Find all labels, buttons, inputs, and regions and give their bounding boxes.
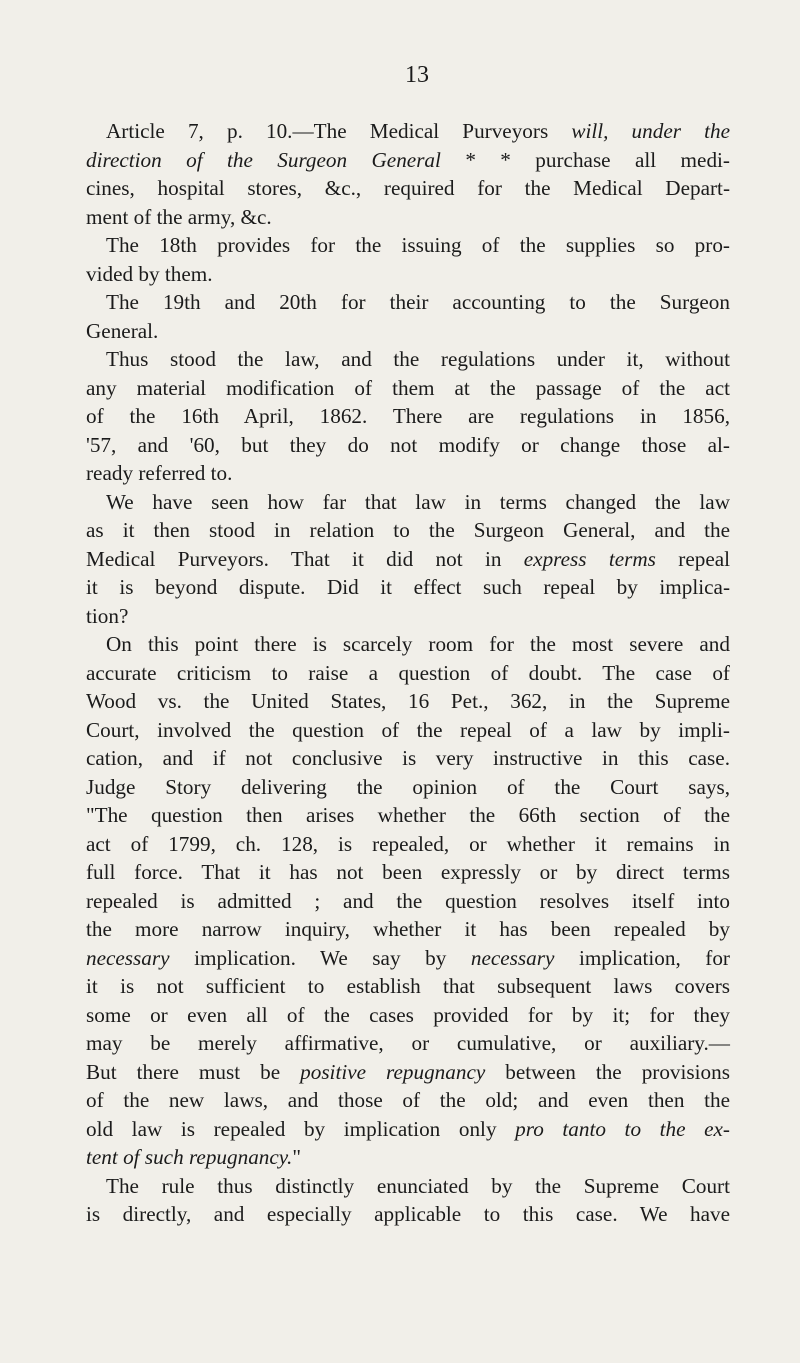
text-span: We have seen how far that law in terms changed the law <box>106 489 730 514</box>
text-line <box>86 573 730 602</box>
text-span: old law is repealed by implication only <box>86 1116 516 1141</box>
text-line <box>86 602 730 631</box>
text-span: The rule thus distinctly enunciated by the Supreme Court <box>106 1173 730 1198</box>
text-line <box>86 1115 730 1144</box>
text-line <box>86 744 730 773</box>
text-span: " <box>292 1145 301 1169</box>
text-line <box>86 630 730 659</box>
text-span: tion? <box>86 603 129 628</box>
text-line <box>86 1029 730 1058</box>
text-line <box>86 801 730 830</box>
text-span: "The question then arises whether the 66th section of the <box>86 803 730 827</box>
text-line <box>86 1200 730 1229</box>
text-span: full force. That it has not been expressly or by direct terms <box>86 860 730 884</box>
text-span: as it then stood in relation to the Surgeon General, and the <box>86 518 730 542</box>
text-span: ment of the army, &c. <box>86 204 272 229</box>
text-line <box>86 231 730 260</box>
text-span: repealed is admitted ; and the question resolves itself into <box>86 888 730 913</box>
text-line <box>86 459 730 488</box>
text-span: implication, for <box>554 945 730 970</box>
text-line <box>86 374 730 403</box>
text-span: any material modification of them at the passage of the act <box>86 375 730 400</box>
text-line <box>86 1086 730 1115</box>
text-line <box>86 944 730 973</box>
italic-text: positive repugnancy <box>300 1059 486 1084</box>
text-line <box>86 1001 730 1030</box>
text-span: ready referred to. <box>86 461 233 485</box>
italic-text: pro tanto to the ex- <box>515 1116 730 1141</box>
text-span: '57, and '60, but they do not modify or change those al- <box>86 432 730 457</box>
italic-text: necessary <box>470 945 555 970</box>
text-span: Judge Story delivering the opinion of the Court says, <box>86 774 730 799</box>
text-span: On this point there is scarcely room for the most severe and <box>106 632 730 656</box>
text-span: the more narrow inquiry, whether it has been repealed by <box>86 917 730 941</box>
text-span: Article 7, p. 10.—The Medical Purveyors <box>106 119 572 143</box>
text-span: Thus stood the law, and the regulations under it, without <box>106 347 730 371</box>
text-line <box>86 317 730 346</box>
italic-text: express terms <box>523 546 656 571</box>
italic-text: tent of such repugnancy. <box>86 1145 293 1169</box>
page-number: 13 <box>405 62 429 88</box>
text-span: it is beyond dispute. Did it effect such repeal by implica- <box>86 575 730 599</box>
text-span: * * purchase all medi- <box>440 147 730 172</box>
italic-text: direction of the Surgeon General <box>86 147 441 172</box>
text-span: General. <box>86 318 159 343</box>
text-span: is directly, and especially applicable to this case. We have <box>86 1202 730 1226</box>
text-span: it is not sufficient to establish that subsequent laws covers <box>86 974 730 998</box>
text-line <box>86 203 730 232</box>
text-line <box>86 972 730 1001</box>
text-line <box>86 488 730 517</box>
text-span: between the provisions <box>485 1059 730 1084</box>
text-span: cines, hospital stores, &c., required for the Medical Depart- <box>86 176 730 200</box>
text-line <box>86 830 730 859</box>
text-span: The 18th provides for the issuing of the supplies so pro- <box>106 233 730 257</box>
text-line <box>86 1058 730 1087</box>
italic-text: will, under the <box>571 119 730 143</box>
text-line <box>86 687 730 716</box>
text-line <box>86 1172 730 1201</box>
text-line <box>86 773 730 802</box>
text-line <box>86 1143 730 1172</box>
italic-text: necessary <box>86 945 170 970</box>
text-line <box>86 288 730 317</box>
text-span: cation, and if not conclusive is very instructive in this case. <box>86 746 730 770</box>
text-span: But there must be <box>86 1059 301 1084</box>
text-line <box>86 915 730 944</box>
text-line <box>86 402 730 431</box>
text-span: Court, involved the question of the repeal of a law by impli- <box>86 717 730 742</box>
text-line <box>86 174 730 203</box>
text-span: accurate criticism to raise a question of doubt. The case of <box>86 660 730 685</box>
text-span: The 19th and 20th for their accounting to the Surgeon <box>106 290 730 314</box>
text-line <box>86 516 730 545</box>
text-line <box>86 716 730 745</box>
text-line <box>86 117 730 146</box>
text-line <box>86 659 730 688</box>
text-span: of the 16th April, 1862. There are regulations in 1856, <box>86 404 730 428</box>
text-span: repeal <box>655 546 731 571</box>
text-span: implication. We say by <box>169 945 471 970</box>
text-span: of the new laws, and those of the old; and even then the <box>86 1088 730 1112</box>
text-line <box>86 146 730 175</box>
text-line <box>86 858 730 887</box>
text-line <box>86 260 730 289</box>
text-span: act of 1799, ch. 128, is repealed, or whether it remains in <box>86 831 730 856</box>
body-text <box>86 117 730 1229</box>
text-span: may be merely affirmative, or cumulative, or auxiliary.— <box>86 1031 730 1055</box>
text-line <box>86 345 730 374</box>
text-line <box>86 545 730 574</box>
text-span: vided by them. <box>86 261 213 286</box>
text-span: Medical Purveyors. That it did not in <box>86 546 524 571</box>
text-span: some or even all of the cases provided for by it; for they <box>86 1002 730 1027</box>
text-line <box>86 887 730 916</box>
text-span: Wood vs. the United States, 16 Pet., 362, in the Supreme <box>86 689 730 713</box>
text-line <box>86 431 730 460</box>
